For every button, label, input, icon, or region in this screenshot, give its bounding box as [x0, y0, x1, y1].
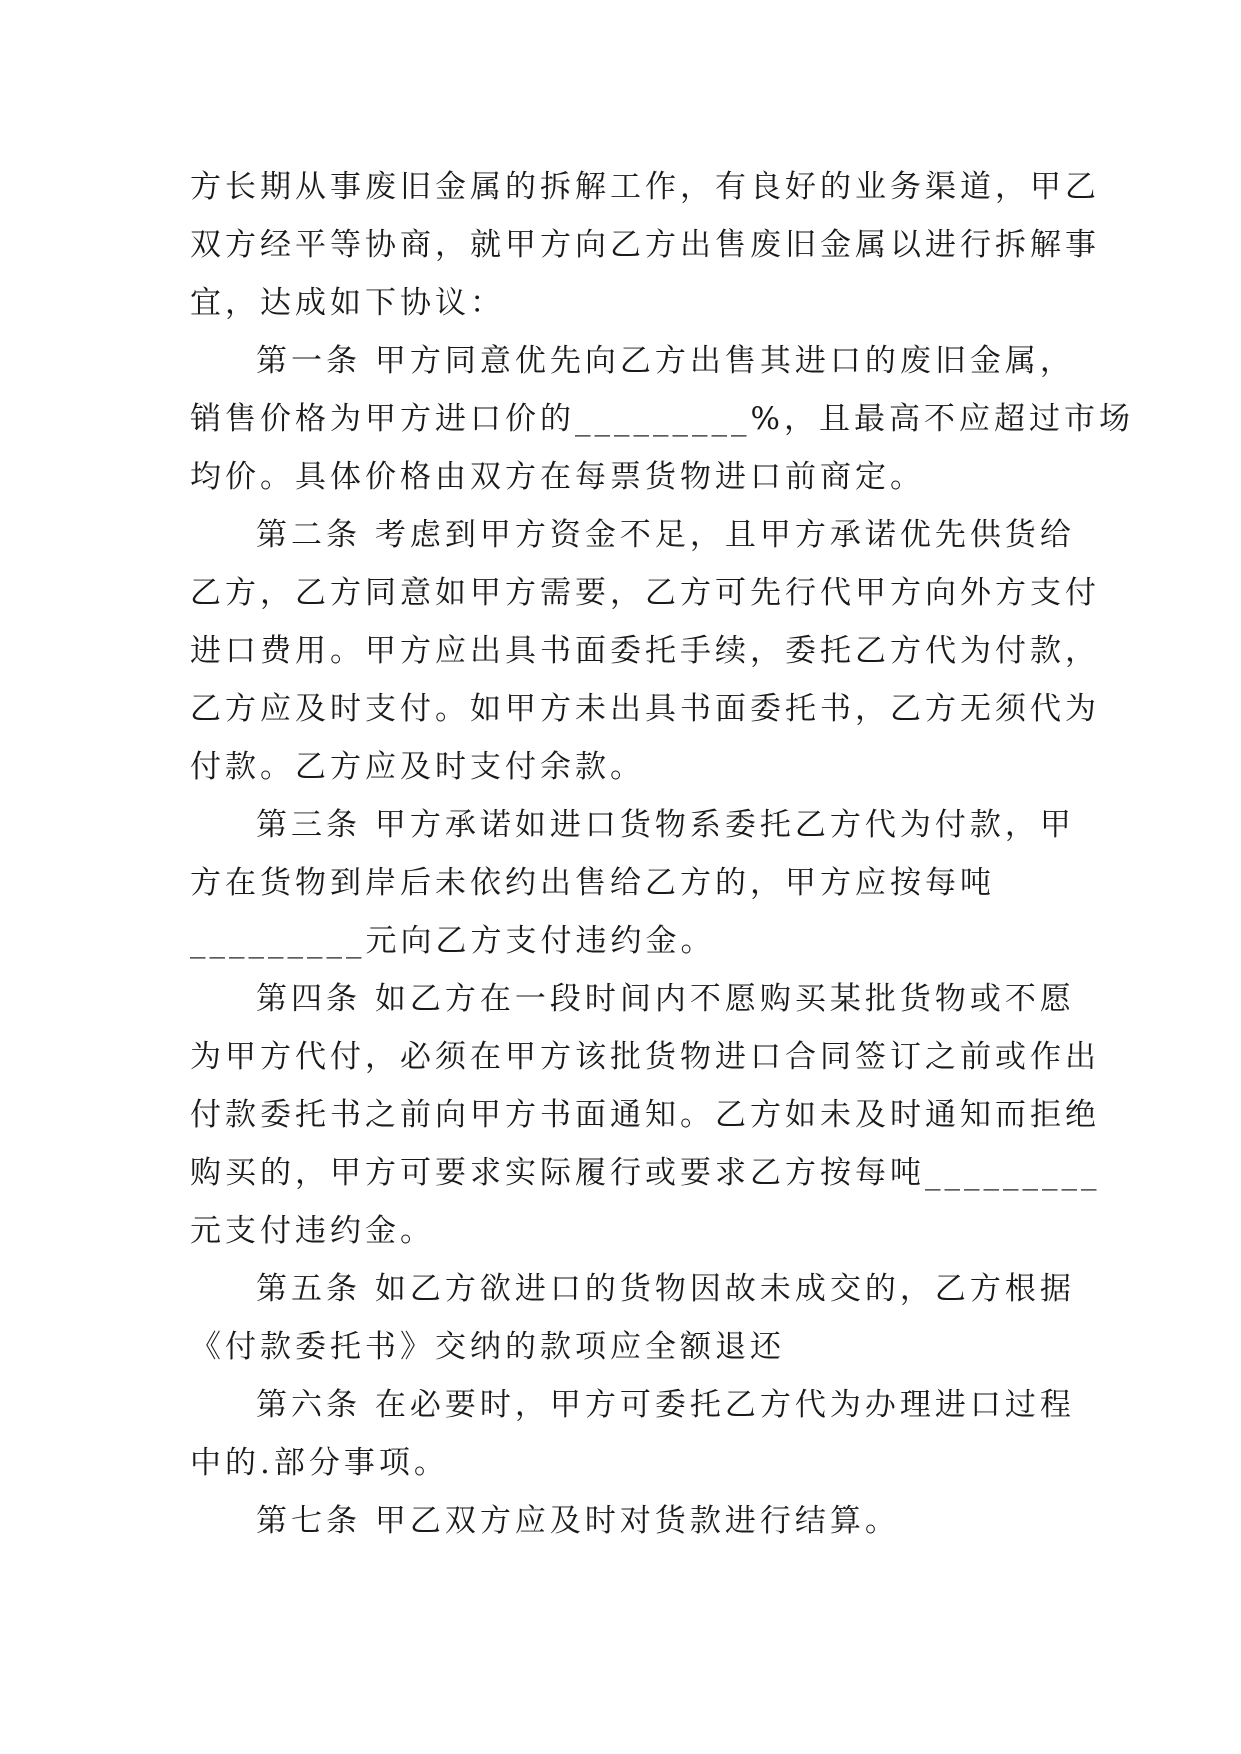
article-6-heading-line: 第六条 在必要时，甲方可委托乙方代为办理进口过程 — [256, 1387, 1075, 1423]
text-line: 乙方，乙方同意如甲方需要，乙方可先行代甲方向外方支付 — [190, 575, 1100, 611]
text-line: 中的.部分事项。 — [190, 1445, 449, 1481]
article-7-heading-line: 第七条 甲乙双方应及时对货款进行结算。 — [256, 1503, 900, 1539]
text-line: 购买的，甲方可要求实际履行或要求乙方按每吨_________ — [190, 1155, 1101, 1191]
text-line: 付款。乙方应及时支付余款。 — [190, 749, 645, 785]
text-line: 销售价格为甲方进口价的_________%，且最高不应超过市场 — [190, 401, 1134, 437]
contract-body — [190, 158, 1134, 1550]
text-line: 付款委托书之前向甲方书面通知。乙方如未及时通知而拒绝 — [190, 1097, 1100, 1133]
text-line: 双方经平等协商，就甲方向乙方出售废旧金属以进行拆解事 — [190, 227, 1100, 263]
text-line: 宜，达成如下协议： — [190, 285, 505, 321]
text-line: 为甲方代付，必须在甲方该批货物进口合同签订之前或作出 — [190, 1039, 1100, 1075]
article-3-heading-line: 第三条 甲方承诺如进口货物系委托乙方代为付款，甲 — [256, 807, 1075, 843]
text-line: 均价。具体价格由双方在每票货物进口前商定。 — [190, 459, 925, 495]
text-line: 乙方应及时支付。如甲方未出具书面委托书，乙方无须代为 — [190, 691, 1100, 727]
article-2-heading-line: 第二条 考虑到甲方资金不足，且甲方承诺优先供货给 — [256, 517, 1075, 553]
article-5-heading-line: 第五条 如乙方欲进口的货物因故未成交的，乙方根据 — [256, 1271, 1075, 1307]
text-line: 元支付违约金。 — [190, 1213, 435, 1249]
article-1-heading-line: 第一条 甲方同意优先向乙方出售其进口的废旧金属， — [256, 343, 1075, 379]
text-line: 方在货物到岸后未依约出售给乙方的，甲方应按每吨 — [190, 865, 995, 901]
text-line: 方长期从事废旧金属的拆解工作，有良好的业务渠道，甲乙 — [190, 169, 1100, 205]
text-line: 《付款委托书》交纳的款项应全额退还 — [190, 1329, 785, 1365]
article-4-heading-line: 第四条 如乙方在一段时间内不愿购买某批货物或不愿 — [256, 981, 1075, 1017]
text-line: _________元向乙方支付违约金。 — [190, 923, 716, 959]
text-line: 进口费用。甲方应出具书面委托手续，委托乙方代为付款， — [190, 633, 1100, 669]
